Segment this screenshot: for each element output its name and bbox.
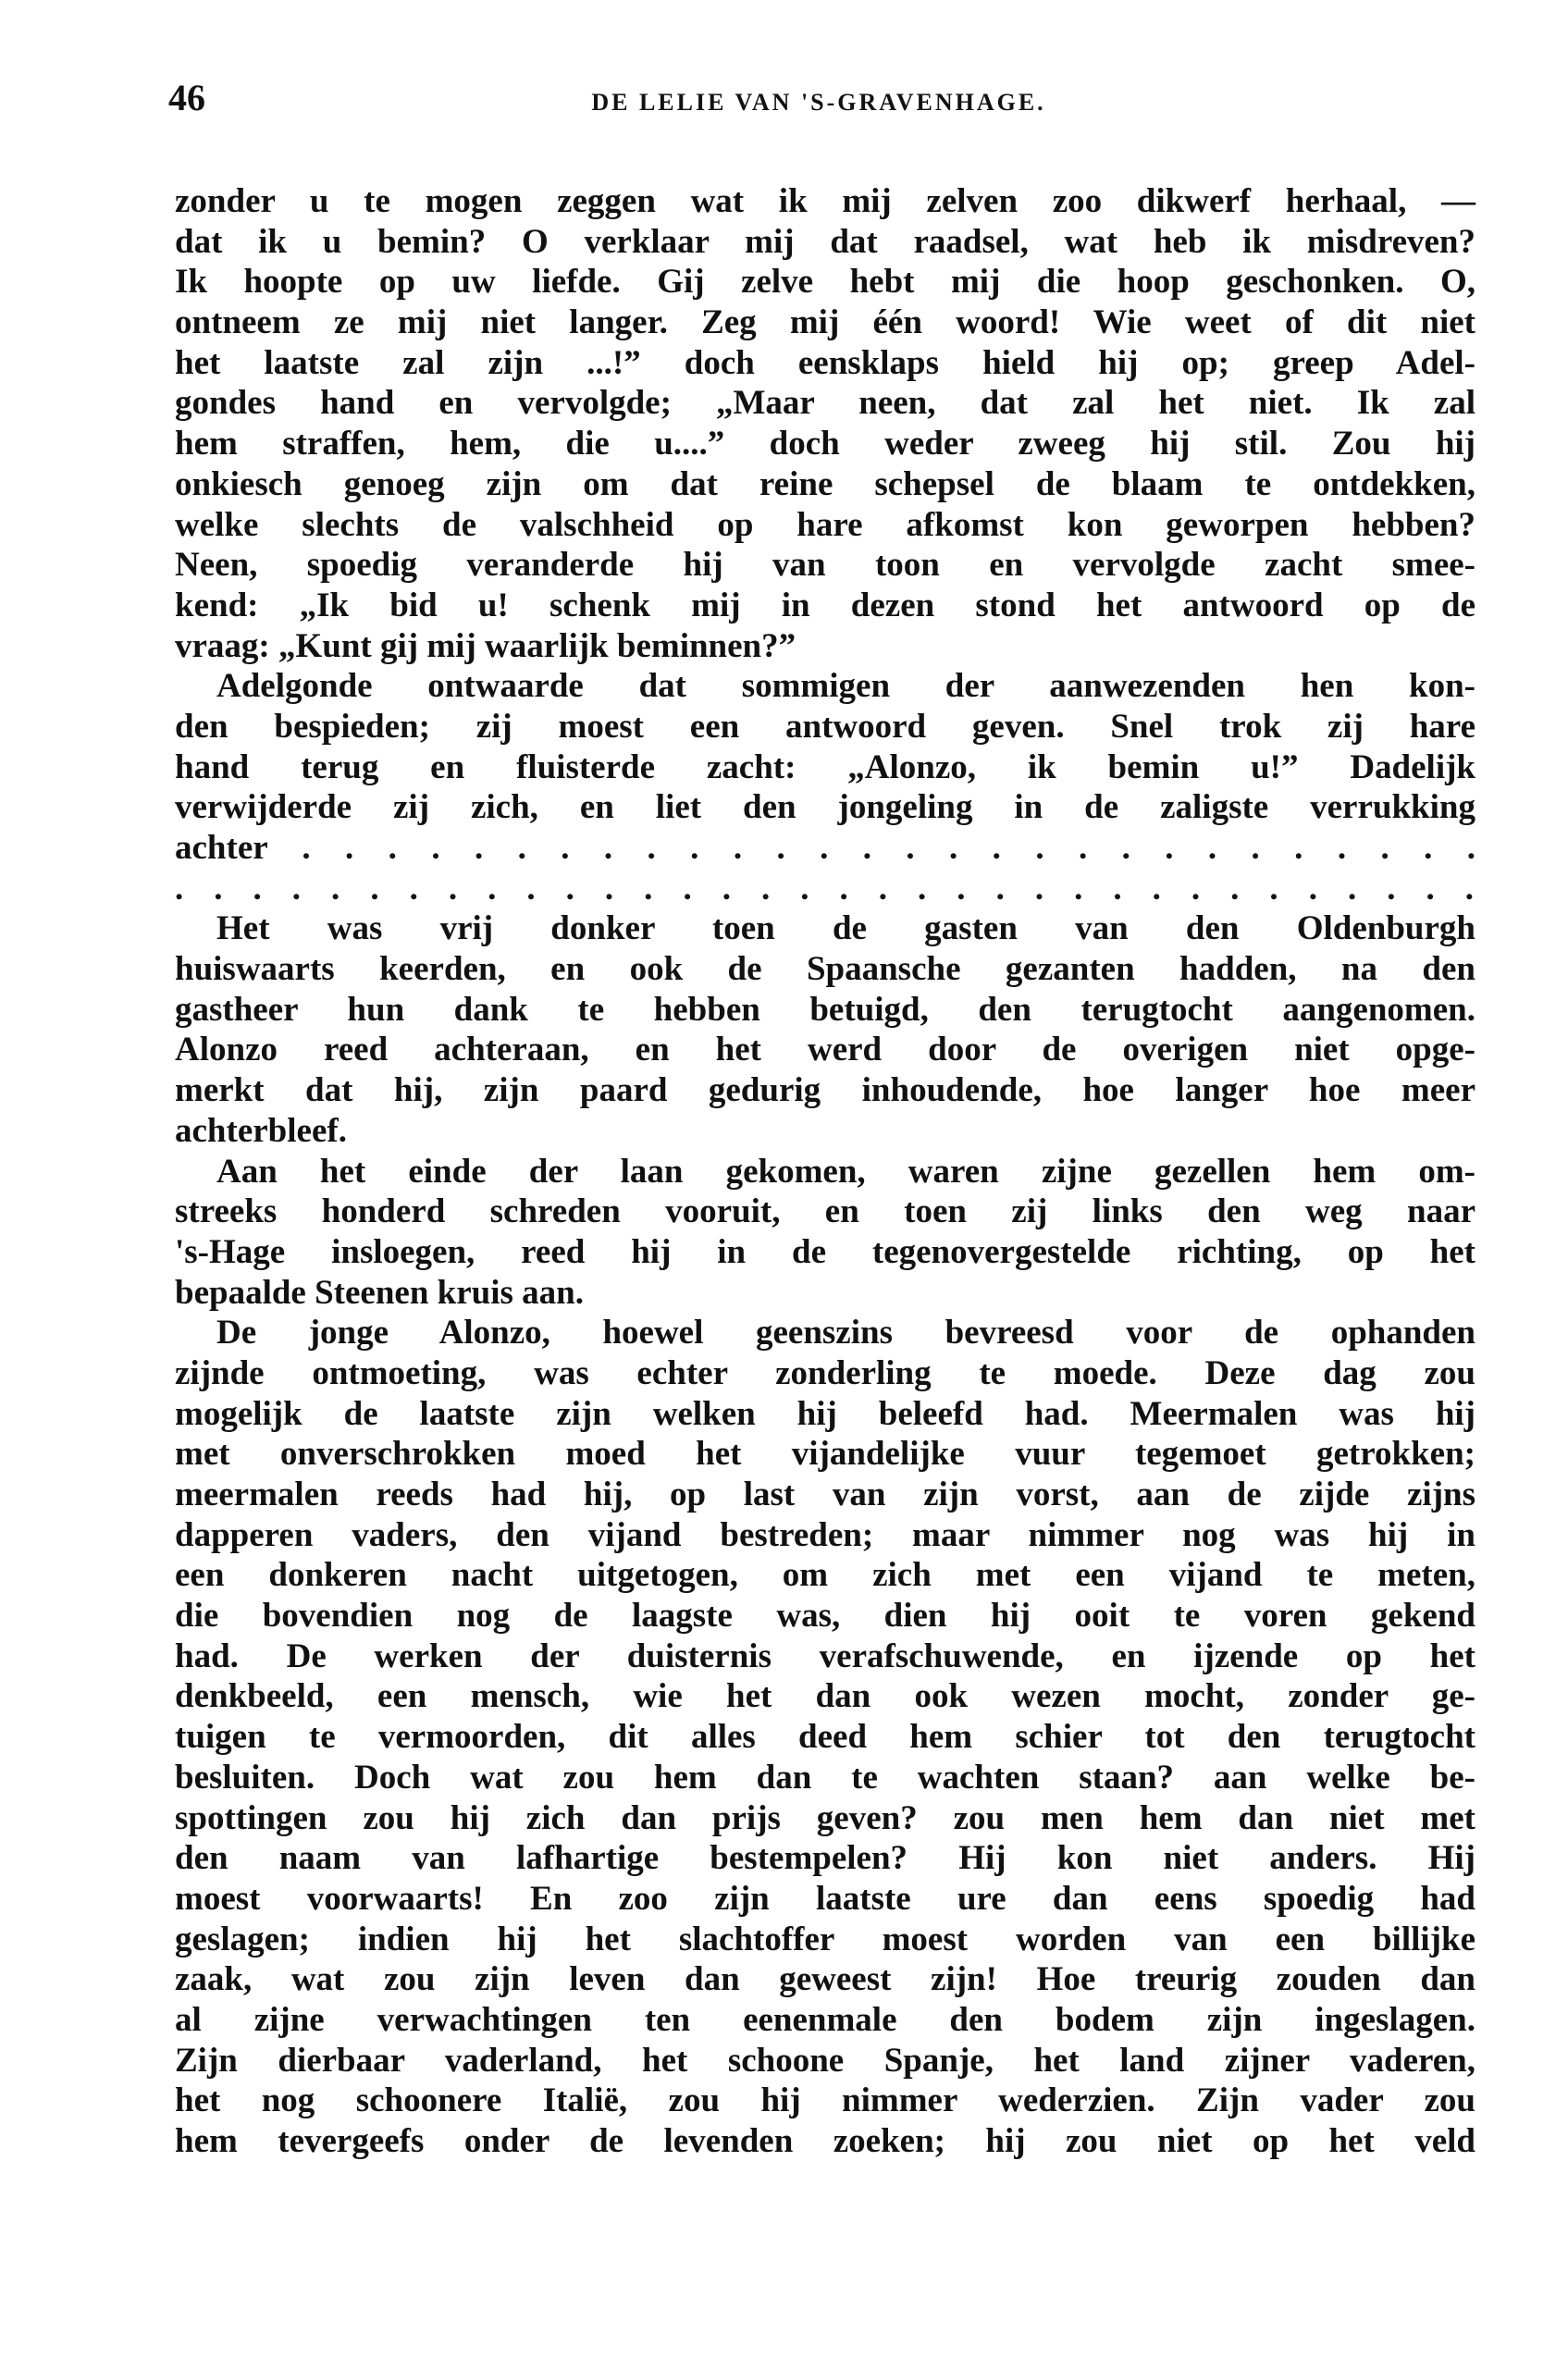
text-line: Ik hoopte op uw liefde. Gij zelve hebt mij die hoop geschonken. O, [175,263,1475,302]
text-line: De jonge Alonzo, hoewel geenszins bevreesd voor de ophanden [216,1314,1475,1352]
paragraph [175,1152,1475,1314]
text-line: gastheer hun dank te hebben betuigd, den terugtocht aangenomen. [175,990,1475,1029]
page-number: 46 [168,77,205,118]
text-line: hand terug en fluisterde zacht: „Alonzo, ik bemin u!” Dadelijk [175,747,1475,786]
text-line: zijnde ontmoeting, was echter zonderling te moede. Deze dag zou [175,1353,1475,1392]
text-line: Zijn dierbaar vaderland, het schoone Spanje, het land zijner vaderen, [175,2041,1475,2080]
text-line: onkiesch genoeg zijn om dat reine schepsel de blaam te ontdekken, [175,464,1475,503]
paragraph [175,869,1475,909]
text-line: den bespieden; zij moest een antwoord geven. Snel trok zij hare [175,707,1475,746]
text-line: ontneem ze mij niet langer. Zeg mij één woord! Wie weet of dit niet [175,303,1475,342]
text-line: besluiten. Doch wat zou hem dan te wachten staan? aan welke be- [175,1758,1475,1797]
text-line: meermalen reeds had hij, op last van zijn vorst, aan de zijde zijns [175,1476,1475,1513]
text-line: streeks honderd schreden vooruit, en toen zij links den weg naar [175,1192,1475,1231]
ellipsis-separator: . . . . . . . . . . . . . . . . . . . . . . . . . . . . . . . . . . [175,869,1475,908]
text-line: hem straffen, hem, die u....” doch weder zweeg hij stil. Zou hij [175,425,1475,463]
text-line: een donkeren nacht uitgetogen, om zich met een vijand te meten, [175,1556,1475,1595]
text-line: gondes hand en vervolgde; „Maar neen, dat zal het niet. Ik zal [175,384,1475,423]
paragraph [175,908,1475,1151]
text-line: Aan het einde der laan gekomen, waren zijne gezellen hem om- [216,1152,1475,1191]
text-line: huiswaarts keerden, en ook de Spaansche gezanten hadden, na den [175,950,1475,989]
text-line: mogelijk de laatste zijn welken hij beleefd had. Meermalen was hij [175,1394,1475,1433]
text-line: geslagen; indien hij het slachtoffer moest worden van een billijke [175,1920,1475,1958]
text-line: dapperen vaders, den vijand bestreden; maar nimmer nog was hij in [175,1515,1475,1554]
text-line: Adelgonde ontwaarde dat sommigen der aanwezenden hen kon- [216,667,1475,706]
text-line: welke slechts de valschheid op hare afkomst kon geworpen hebben? [175,505,1475,544]
text-line: achterbleef. [175,1111,347,1150]
text-line: kend: „Ik bid u! schenk mij in dezen stond het antwoord op de [175,586,1475,624]
text-line: het laatste zal zijn ...!” doch eensklaps hield hij op; greep Adel- [175,343,1475,382]
text-line: zonder u te mogen zeggen wat ik mij zelven zoo dikwerf herhaal, — [175,182,1475,220]
text-line: achter . . . . . . . . . . . . . . . . . . . . . . . . . . . . [175,829,1475,867]
text-line: die bovendien nog de laagste was, dien hij ooit te voren gekend [175,1597,1475,1636]
text-line: merkt dat hij, zijn paard gedurig inhoudende, hoe langer hoe meer [175,1071,1475,1110]
text-line: zaak, wat zou zijn leven dan geweest zijn! Hoe treurig zouden dan [175,1960,1475,1999]
text-line: al zijne verwachtingen ten eenenmale den bodem zijn ingeslagen. [175,2000,1475,2039]
paragraph [175,1313,1475,2161]
text-line: met onverschrokken moed het vijandelijke vuur tegemoet getrokken; [175,1435,1475,1474]
text-line: hem tevergeefs onder de levenden zoeken; hij zou niet op het veld [175,2122,1475,2160]
paragraph [175,666,1475,868]
body-text [175,181,1475,2162]
text-line: Neen, spoedig veranderde hij van toon en vervolgde zacht smee- [175,546,1475,585]
text-line: bepaalde Steenen kruis aan. [175,1273,585,1312]
text-line: den naam van lafhartige bestempelen? Hij kon niet anders. Hij [175,1839,1475,1878]
text-line: had. De werken der duisternis verafschuwende, en ijzende op het [175,1636,1475,1675]
text-line: spottingen zou hij zich dan prijs geven? zou men hem dan niet met [175,1798,1475,1837]
text-line: denkbeeld, een mensch, wie het dan ook wezen mocht, zonder ge- [175,1677,1475,1716]
text-line: moest voorwaarts! En zoo zijn laatste ure dan eens spoedig had [175,1879,1475,1918]
text-line: Het was vrij donker toen de gasten van den Oldenburgh [216,909,1475,948]
running-title: DE LELIE VAN 'S-GRAVENHAGE. [591,89,1046,116]
text-line: vraag: „Kunt gij mij waarlijk beminnen?” [175,626,796,665]
text-line: Alonzo reed achteraan, en het werd door de overigen niet opge- [175,1031,1475,1069]
text-line: het nog schoonere Italië, zou hij nimmer wederzien. Zijn vader zou [175,2081,1475,2120]
text-line: verwijderde zij zich, en liet den jongeling in de zaligste verrukking [175,788,1475,827]
paragraph [175,181,1475,666]
text-line: 's-Hage insloegen, reed hij in de tegenovergestelde richting, op het [175,1232,1475,1271]
text-line: dat ik u bemin? O verklaar mij dat raadsel, wat heb ik misdreven? [175,222,1475,261]
text-line: tuigen te vermoorden, dit alles deed hem schier tot den terugtocht [175,1718,1475,1757]
